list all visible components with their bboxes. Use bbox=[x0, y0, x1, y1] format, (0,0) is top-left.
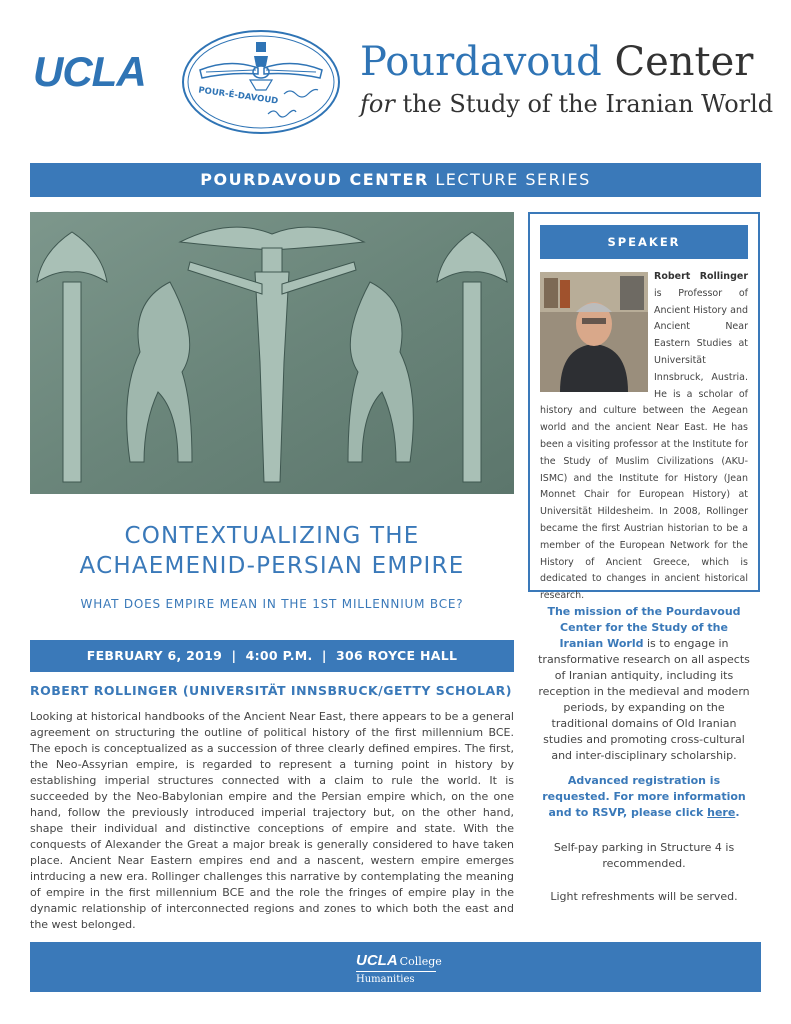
seal-text: POUR-É-DAVOUD bbox=[197, 85, 279, 107]
lecture-title-line2: ACHAEMENID-PERSIAN EMPIRE bbox=[79, 553, 465, 579]
speaker-bio bbox=[540, 269, 748, 605]
center-name-part2: Center bbox=[614, 39, 754, 85]
registration-note bbox=[538, 773, 750, 821]
lecture-abstract: Looking at historical handbooks of the Ancient Near East, there appears to be a general agreement on structuring the outline of political history of the first millennium BCE. The epoch is conceptualized as a succession of three clearly defined empires. The first, the Neo-Assyrian empire, is regarded to represent a turning point in history by establishing imperial structures connected with a claim to rule the world. It is succeeded by the Neo-Babylonian empire and the Persian empire which, on the one hand, follow the previously introduced imperial trajectory but, on the other hand, shape their individual and distinctive conceptions of empire and state. With the conquests of Alexander the Great a major break is generally considered to have taken place. Ancient Near Eastern empires end and a nascent, western empire emerges intrducing a new era. Rollinger challenges this narrative by contemplating the meaning of empire in the first millennium BCE and the role the fringes of empire play in the dynamic relationship of interconnected regions and zones to which both the east and the west belonged. bbox=[30, 710, 514, 931]
footer-ucla: UCLA bbox=[356, 952, 398, 969]
parking-note: Self-pay parking in Structure 4 is recommended. bbox=[553, 841, 735, 870]
registration-end: . bbox=[735, 806, 740, 819]
speaker-heading: ROBERT ROLLINGER (UNIVERSITÄT INNSBRUCK/GETTY SCHOLAR) bbox=[30, 683, 513, 698]
lecture-title bbox=[30, 521, 514, 581]
center-sub-for: for bbox=[360, 90, 395, 118]
date-time-location-bar: FEBRUARY 6, 2019 | 4:00 P.M. | 306 ROYCE HALL bbox=[30, 640, 514, 672]
footer-college: College bbox=[399, 955, 442, 968]
center-subtitle bbox=[360, 90, 773, 118]
speaker-sidebar bbox=[528, 212, 760, 602]
center-name-part1: Pourdavoud bbox=[360, 39, 602, 85]
mission-statement bbox=[538, 604, 750, 764]
cylinder-seal-relief-image bbox=[30, 212, 514, 494]
lecture-series-banner bbox=[30, 163, 761, 197]
center-title bbox=[360, 40, 753, 84]
speaker-label: SPEAKER bbox=[540, 225, 748, 259]
mission-bold: The mission of the Pourdavoud Center for the Study of the Iranian World bbox=[547, 605, 741, 650]
center-sub-rest: the Study of the Iranian World bbox=[402, 90, 774, 118]
lecture-title-line1: CONTEXTUALIZING THE bbox=[124, 523, 420, 549]
speaker-bio-text: is Professor of Ancient History and Ancient Near Eastern Studies at Universität Innsbruck, Austria. He is a scholar of history and culture between the Aegean world and the ancient Near East. He has been a visiting professor at the Institute for the Study of Muslim Civilizations (AKU-ISMC) and the Institute for History (Jean Monnet Chair for European History) at Universität Hildesheim. In 2008, Rollinger became the first Austrian historian to be a member of the European Network for the History of Ancient Greece, which is dedicated to changes in ancient historical research. bbox=[540, 287, 748, 602]
footer-humanities: Humanities bbox=[356, 974, 415, 985]
footer-divider bbox=[356, 971, 436, 972]
ucla-logo: UCLA bbox=[33, 48, 146, 95]
speaker-name: Robert Rollinger bbox=[654, 271, 748, 282]
series-bold: POURDAVOUD CENTER bbox=[200, 170, 429, 189]
ucla-college-humanities-logo bbox=[356, 950, 442, 985]
pourdavoud-seal bbox=[180, 28, 343, 136]
series-rest: LECTURE SERIES bbox=[435, 170, 591, 189]
lecture-subtitle: WHAT DOES EMPIRE MEAN IN THE 1ST MILLENNIUM BCE? bbox=[80, 597, 464, 611]
rsvp-link[interactable]: here bbox=[707, 806, 736, 819]
mission-rest: is to engage in transformative research on all aspects of Iranian antiquity, including its reception in the medieval and modern periods, by expanding on the traditional domains of Old Iranian studies and promoting cross-cultural and inter-disciplinary scholarship. bbox=[538, 637, 750, 762]
registration-text: Advanced registration is requested. For more information and to RSVP, please click bbox=[542, 774, 746, 819]
refreshments-note: Light refreshments will be served. bbox=[550, 890, 738, 903]
